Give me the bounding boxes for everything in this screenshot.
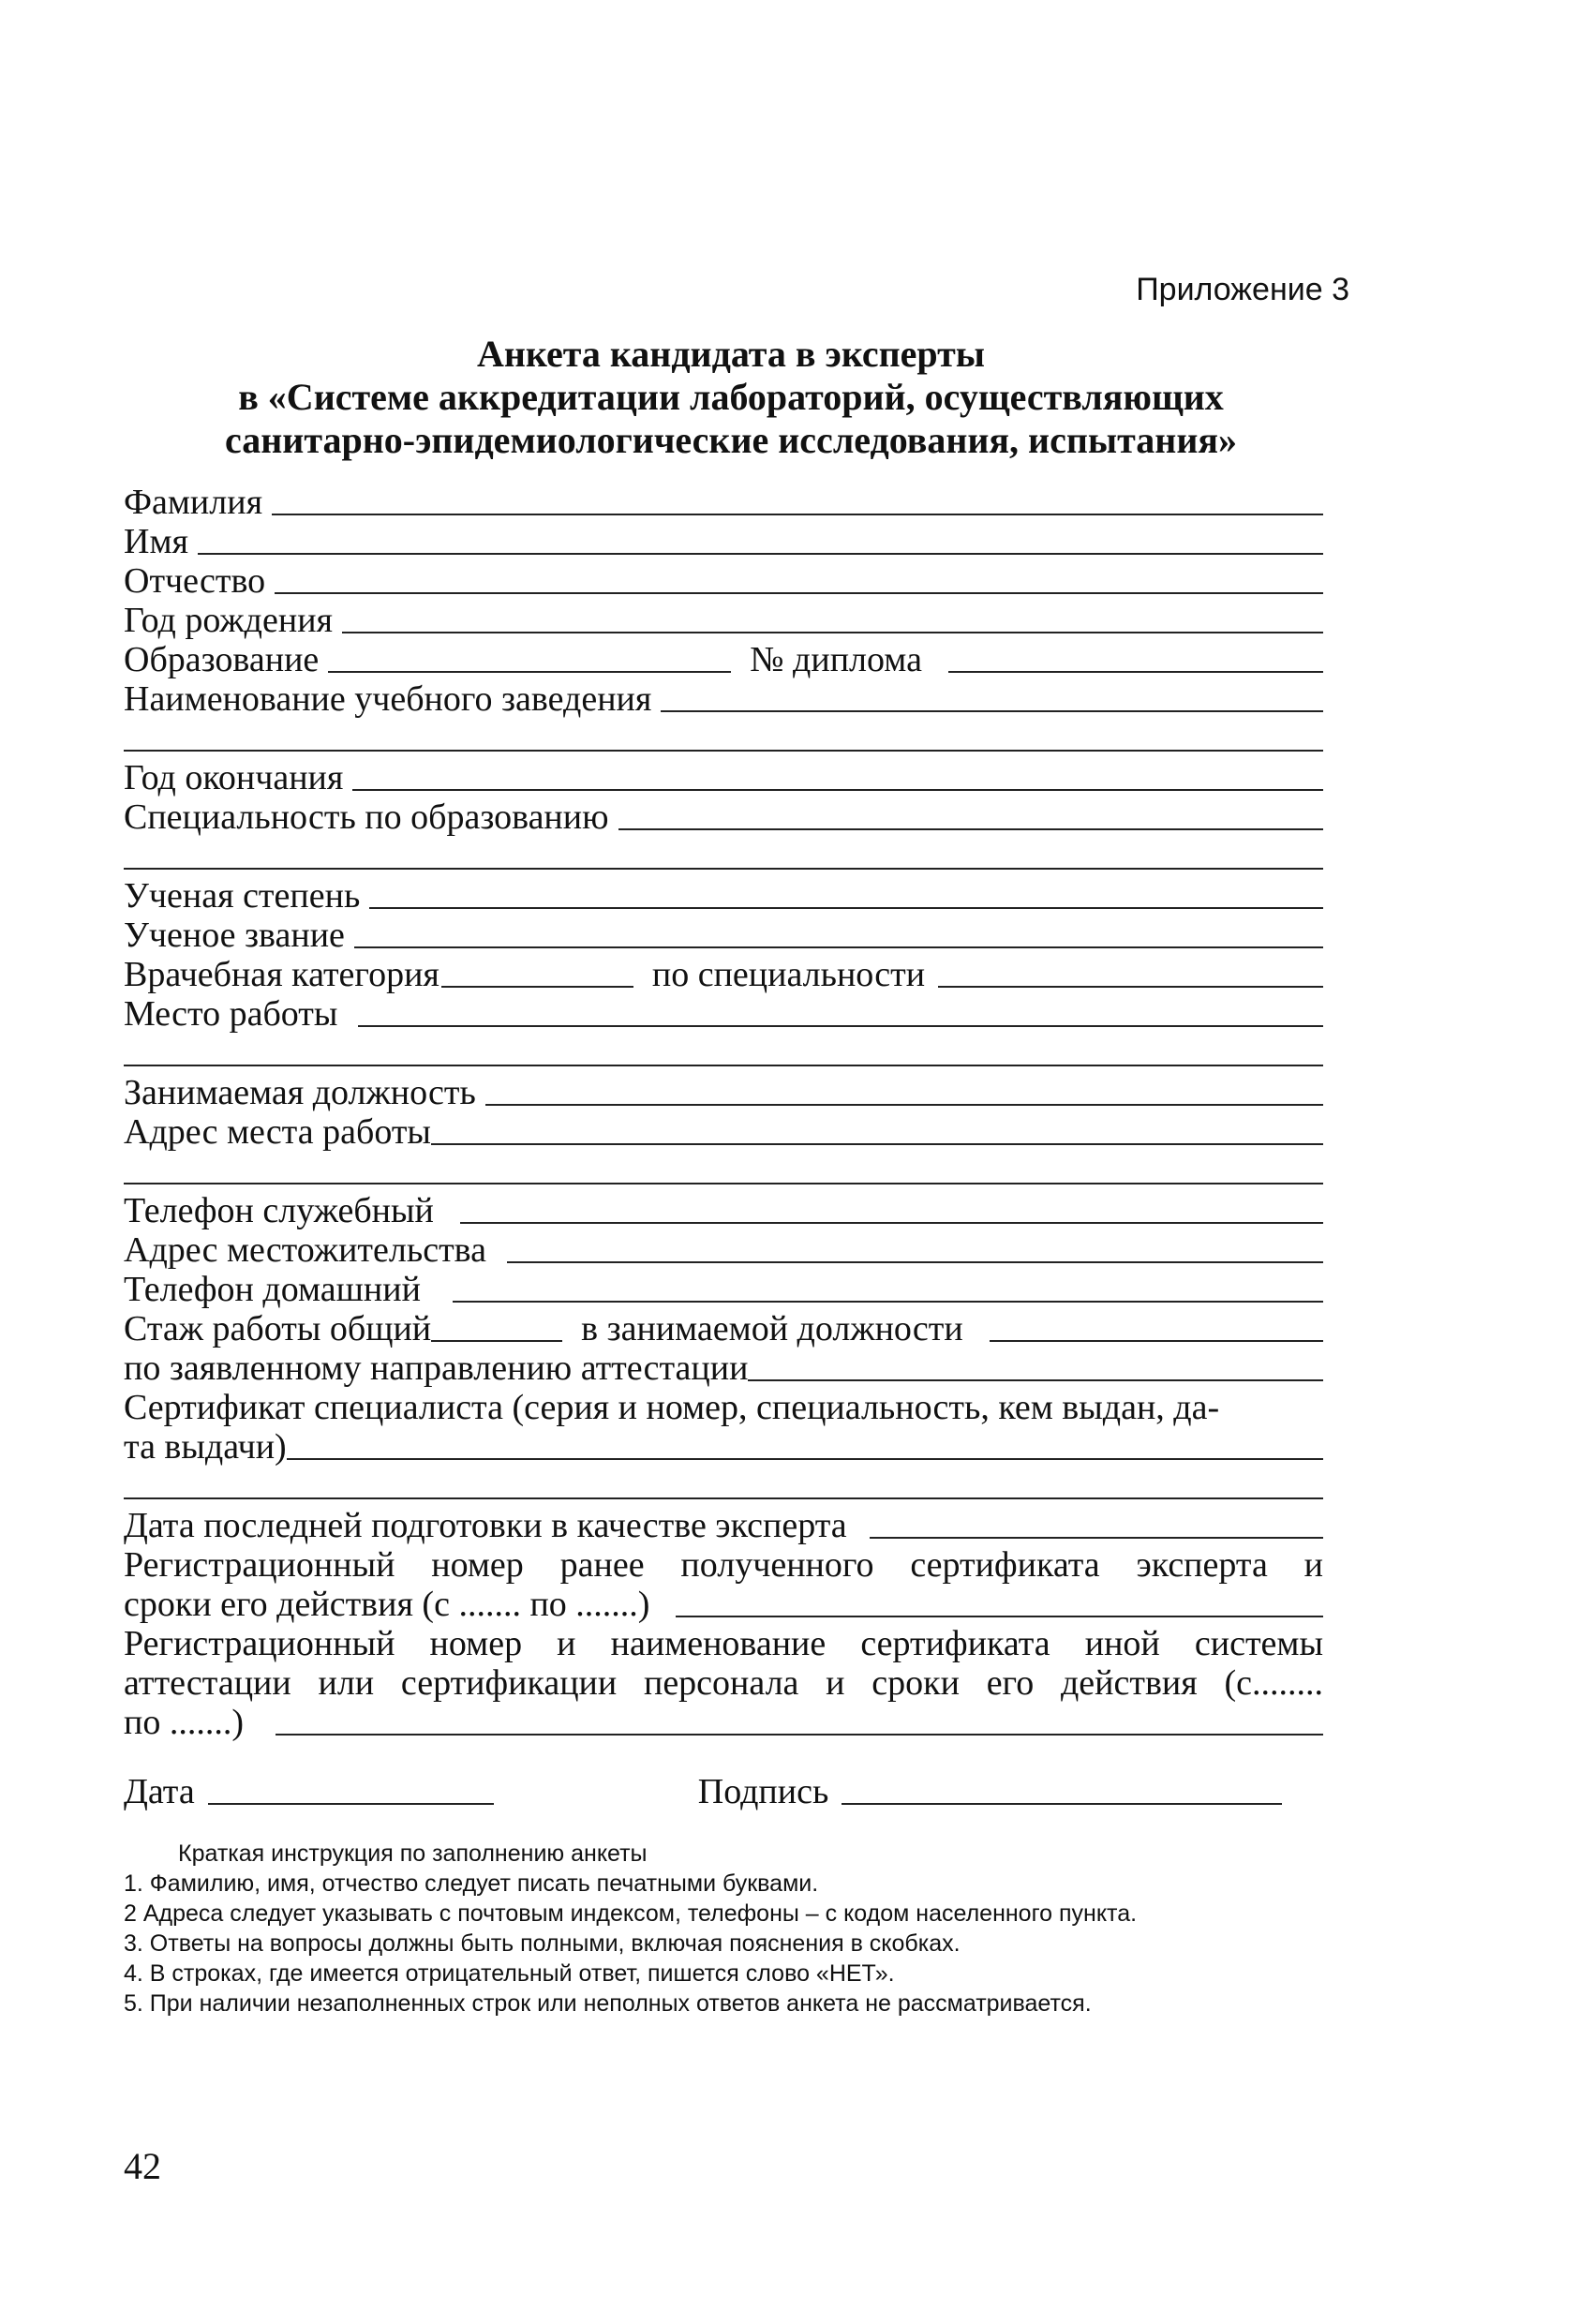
- certificate-line-extra[interactable]: [124, 1466, 1323, 1505]
- by-specialty-line[interactable]: [938, 958, 1323, 988]
- other-cert-label-line1: Регистрационный номер и наименование сертификата иной системы: [124, 1624, 1323, 1663]
- field-education: [124, 639, 1323, 678]
- name-label: Имя: [124, 522, 188, 561]
- home-phone-label: Телефон домашний: [124, 1270, 421, 1309]
- by-specialty-label: по специальности: [651, 955, 926, 994]
- instruction-item: 4. В строках, где имеется отрицательный ответ, пишется слово «НЕТ».: [124, 1960, 895, 1987]
- home-address-label: Адрес местожительства: [124, 1230, 486, 1270]
- signature-line[interactable]: [842, 1775, 1282, 1805]
- field-other-cert: [124, 1623, 1323, 1662]
- total-experience-label: Стаж работы общий: [124, 1309, 432, 1348]
- certificate-label-line2: та выдачи): [124, 1427, 287, 1467]
- title-line-3: санитарно-эпидемиологические исследования, испытания»: [224, 419, 1238, 461]
- field-reg-number-cont: [124, 1584, 1323, 1623]
- workplace-label: Место работы: [124, 994, 338, 1034]
- date-line[interactable]: [208, 1775, 494, 1805]
- page-number: 42: [124, 2145, 161, 2187]
- reg-number-line[interactable]: [676, 1587, 1323, 1617]
- academic-title-label: Ученое звание: [124, 916, 345, 955]
- reg-number-label-line1: Регистрационный номер ранее полученного сертификата эксперта и: [124, 1545, 1323, 1585]
- institution-label: Наименование учебного заведения: [124, 679, 652, 719]
- certificate-line[interactable]: [287, 1430, 1323, 1460]
- education-line[interactable]: [328, 643, 731, 673]
- academic-title-line[interactable]: [354, 918, 1323, 948]
- specialty-line-extra[interactable]: [124, 836, 1323, 875]
- education-label: Образование: [124, 640, 320, 679]
- work-address-line-extra[interactable]: [124, 1151, 1323, 1190]
- workplace-line[interactable]: [358, 997, 1323, 1027]
- title-line-1: Анкета кандидата в эксперты: [476, 333, 986, 375]
- position-experience-label: в занимаемой должности: [581, 1309, 963, 1348]
- last-training-label: Дата последней подготовки в качестве эксперта: [124, 1506, 847, 1545]
- diploma-label: № диплома: [750, 640, 922, 679]
- field-work-phone: [124, 1190, 1323, 1229]
- instruction-item: 5. При наличии незаполненных строк или неполных ответов анкета не рассматривается.: [124, 1990, 1092, 2017]
- other-cert-label-line3: по .......): [124, 1703, 244, 1742]
- field-name: [124, 521, 1323, 560]
- field-home-phone: [124, 1269, 1323, 1308]
- field-academic-title: [124, 915, 1323, 954]
- diploma-line[interactable]: [948, 643, 1323, 673]
- date-label: Дата: [124, 1772, 195, 1811]
- field-direction-experience: [124, 1348, 1323, 1387]
- certificate-label-line1: Сертификат специалиста (серия и номер, специальность, кем выдан, да-: [124, 1388, 1220, 1427]
- work-address-line[interactable]: [431, 1115, 1323, 1145]
- last-training-line[interactable]: [870, 1509, 1323, 1539]
- surname-label: Фамилия: [124, 483, 263, 522]
- graduation-year-label: Год окончания: [124, 758, 344, 797]
- field-reg-number: [124, 1544, 1323, 1584]
- home-phone-line[interactable]: [453, 1273, 1323, 1303]
- direction-experience-line[interactable]: [748, 1351, 1323, 1381]
- field-degree: [124, 875, 1323, 915]
- field-graduation-year: [124, 757, 1323, 797]
- surname-line[interactable]: [272, 485, 1323, 515]
- field-other-cert-end: [124, 1702, 1323, 1741]
- field-medical-category: [124, 954, 1323, 993]
- instructions: [124, 1839, 1323, 2019]
- field-surname: [124, 482, 1323, 521]
- instructions-heading: Краткая инструкция по заполнению анкеты: [178, 1840, 648, 1867]
- graduation-year-line[interactable]: [352, 761, 1323, 791]
- field-home-address: [124, 1229, 1323, 1269]
- patronymic-line[interactable]: [275, 564, 1323, 594]
- position-experience-line[interactable]: [990, 1312, 1323, 1342]
- title-line-2: в «Системе аккредитации лабораторий, осуществляющих: [238, 376, 1224, 418]
- specialty-label: Специальность по образованию: [124, 797, 609, 837]
- field-work-address: [124, 1111, 1323, 1151]
- instruction-item: 1. Фамилию, имя, отчество следует писать печатными буквами.: [124, 1870, 819, 1897]
- workplace-line-extra[interactable]: [124, 1033, 1323, 1072]
- field-workplace: [124, 993, 1323, 1033]
- work-phone-line[interactable]: [460, 1194, 1323, 1224]
- instruction-item: 3. Ответы на вопросы должны быть полными, включая пояснения в скобках.: [124, 1930, 961, 1957]
- signature-label: Подпись: [697, 1772, 829, 1811]
- work-address-label: Адрес места работы: [124, 1112, 431, 1152]
- reg-number-label-line2: сроки его действия (с ....... по .......): [124, 1585, 650, 1624]
- degree-label: Ученая степень: [124, 876, 361, 916]
- form-title: [122, 333, 1340, 462]
- medical-category-line[interactable]: [441, 958, 633, 988]
- name-line[interactable]: [198, 525, 1323, 555]
- position-line[interactable]: [485, 1076, 1323, 1106]
- questionnaire-form: [124, 482, 1323, 1810]
- field-position: [124, 1072, 1323, 1111]
- field-institution: [124, 678, 1323, 718]
- total-experience-line[interactable]: [431, 1312, 562, 1342]
- field-other-cert-cont: [124, 1662, 1323, 1702]
- home-address-line[interactable]: [507, 1233, 1323, 1263]
- patronymic-label: Отчество: [124, 561, 266, 601]
- medical-category-label: Врачебная категория: [124, 955, 439, 994]
- other-cert-line[interactable]: [276, 1706, 1323, 1736]
- direction-experience-label: по заявленному направлению аттестации: [124, 1348, 749, 1388]
- instruction-item: 2 Адреса следует указывать с почтовым индексом, телефоны – с кодом населенного пункта.: [124, 1900, 1138, 1927]
- institution-line[interactable]: [661, 682, 1323, 712]
- other-cert-label-line2: аттестации или сертификации персонала и сроки его действия (с........: [124, 1663, 1323, 1703]
- signature-row: [124, 1754, 1323, 1810]
- field-specialty: [124, 797, 1323, 836]
- field-total-experience: [124, 1308, 1323, 1348]
- field-last-training: [124, 1505, 1323, 1544]
- field-patronymic: [124, 560, 1323, 600]
- appendix-label: Приложение 3: [1136, 272, 1349, 307]
- field-certificate: [124, 1387, 1323, 1426]
- specialty-line[interactable]: [618, 800, 1324, 830]
- work-phone-label: Телефон служебный: [124, 1191, 434, 1230]
- birth-year-line[interactable]: [342, 603, 1323, 633]
- field-birth-year: [124, 600, 1323, 639]
- position-label: Занимаемая должность: [124, 1073, 476, 1112]
- institution-line-extra[interactable]: [124, 718, 1323, 757]
- degree-line[interactable]: [369, 879, 1323, 909]
- field-certificate-cont: [124, 1426, 1323, 1466]
- birth-year-label: Год рождения: [124, 601, 334, 640]
